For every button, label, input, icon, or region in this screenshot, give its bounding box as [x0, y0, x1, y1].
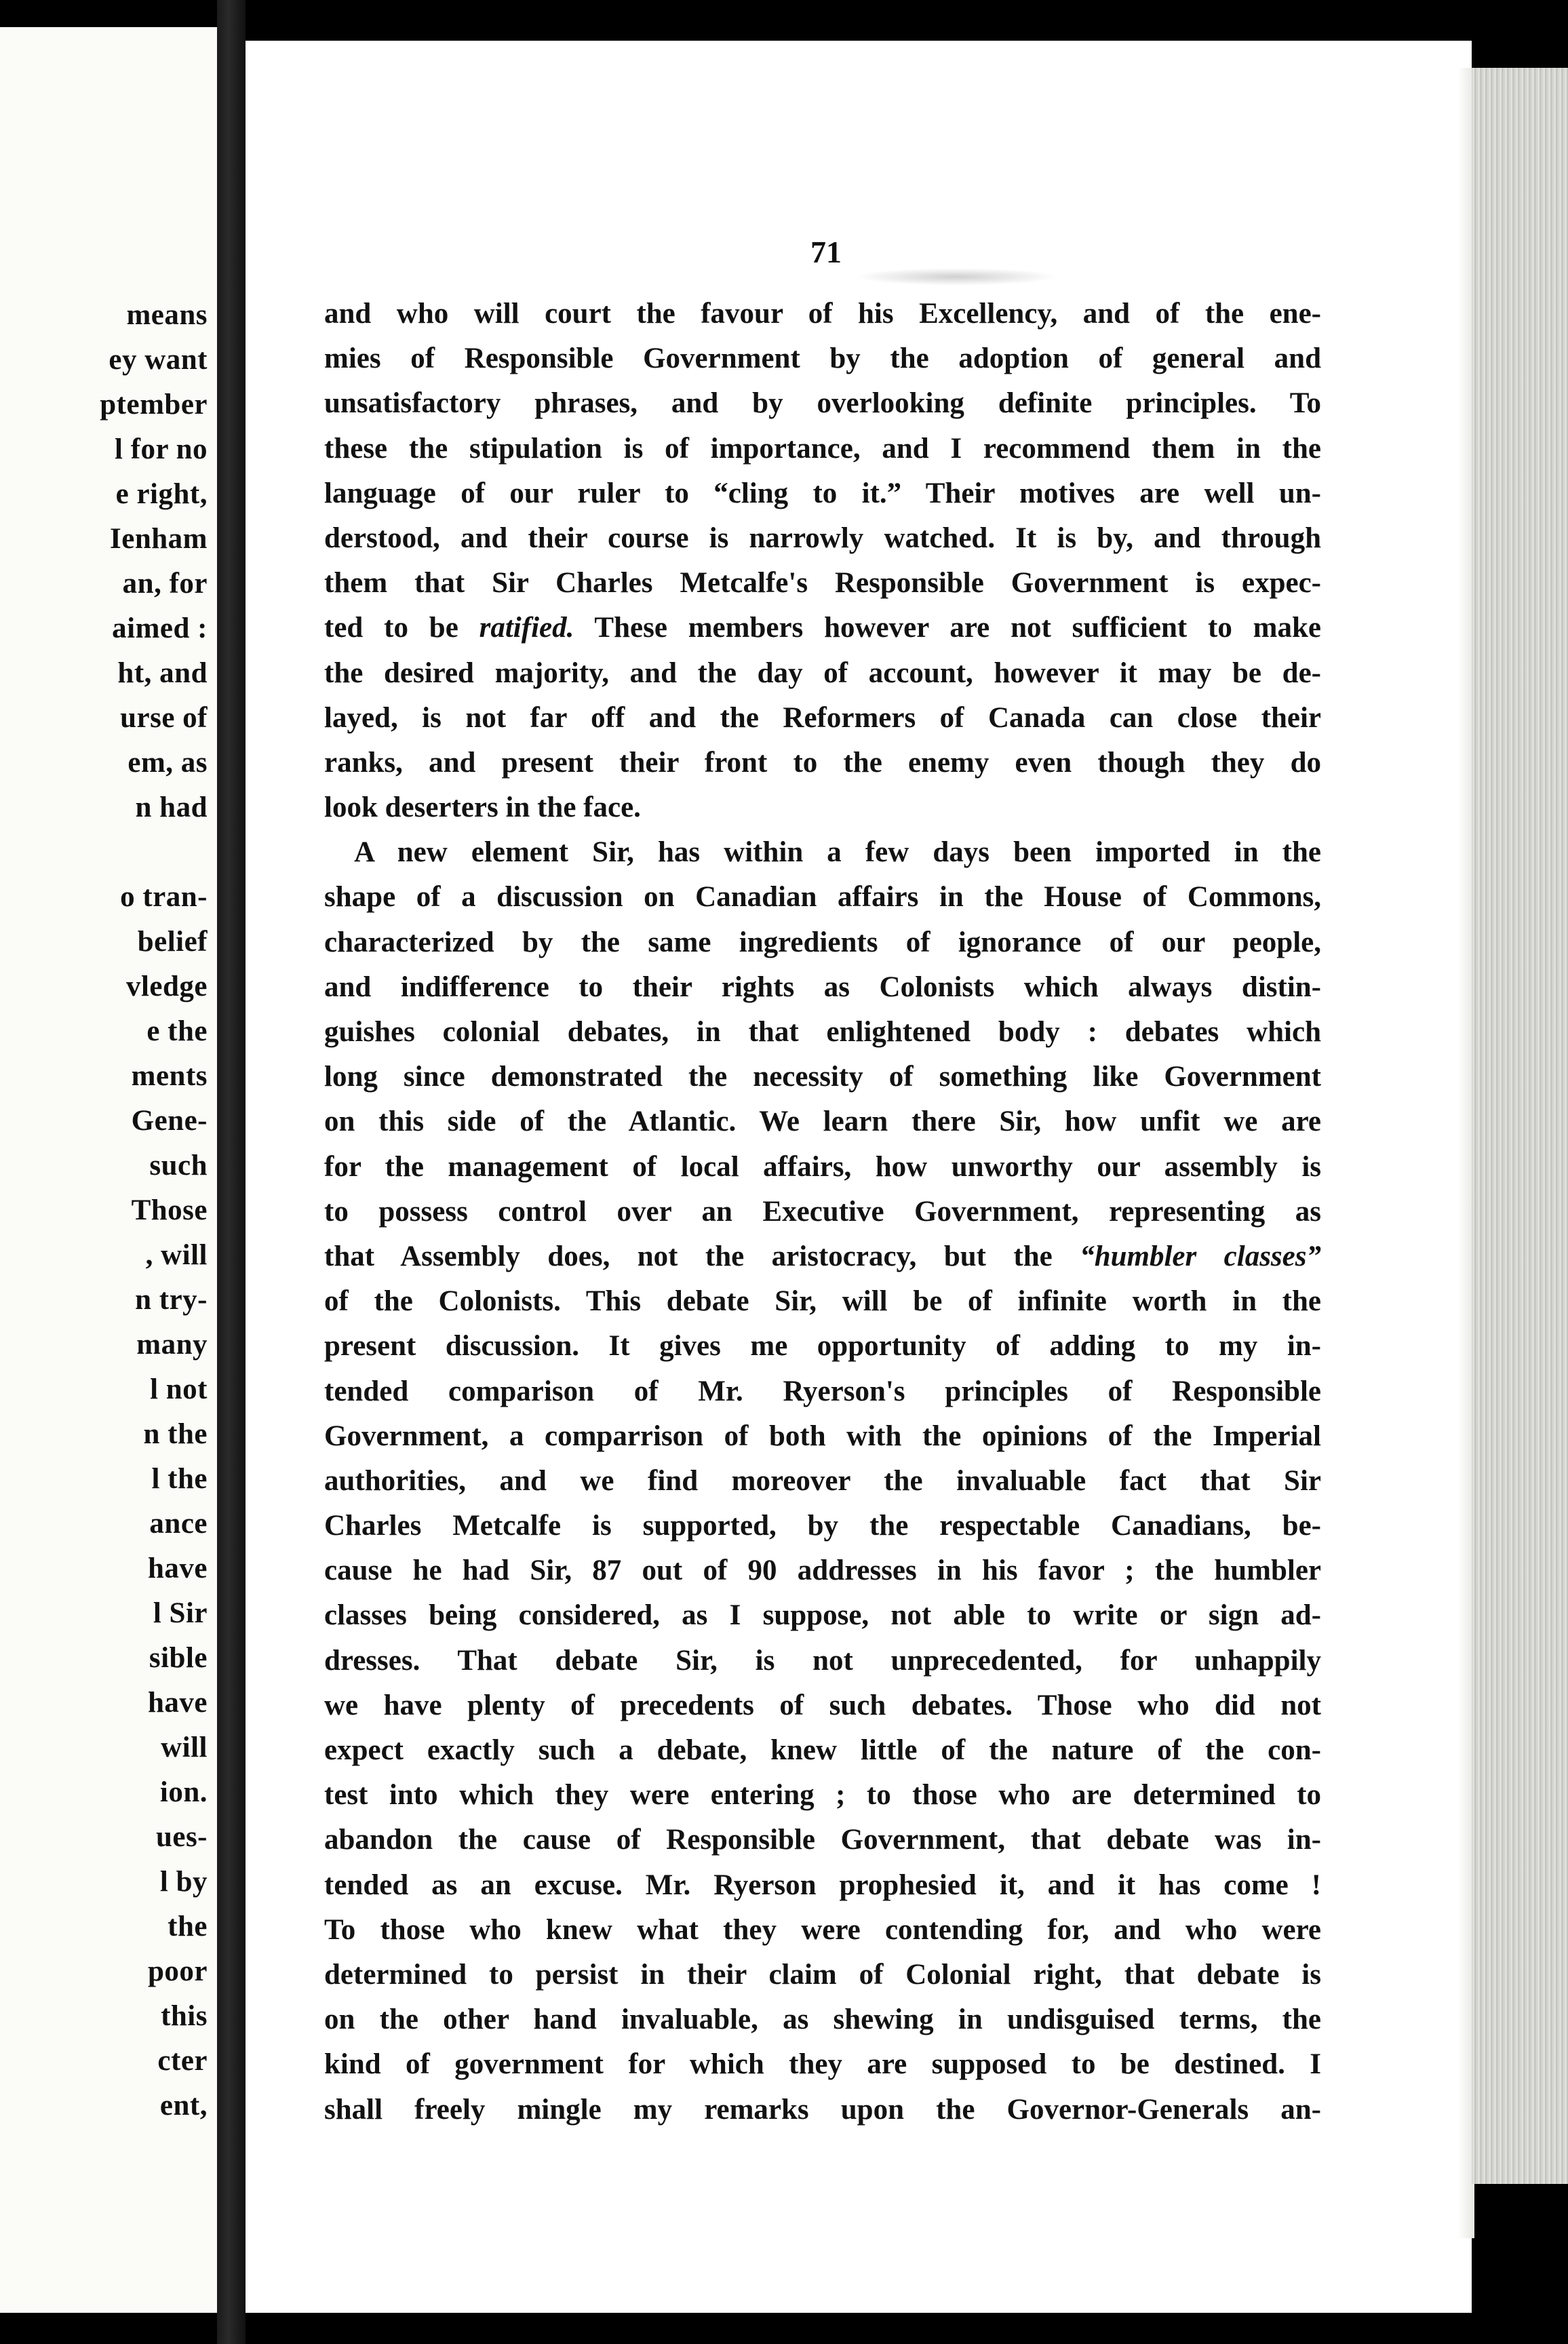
left-line: cter [157, 2045, 208, 2077]
text-line: ranks, and present their front to the enemy even though they do [324, 746, 1321, 779]
left-line: have [148, 1687, 208, 1719]
text-line: them that Sir Charles Metcalfe's Responsible Government is expec- [324, 567, 1321, 600]
left-line: l by [159, 1866, 208, 1898]
text-line: and who will court the favour of his Excellency, and of the ene- [324, 298, 1321, 330]
left-line: aimed : [112, 612, 208, 644]
text-line: A new element Sir, has within a few days been imported in the [354, 836, 1321, 869]
text-line: on this side of the Atlantic. We learn there Sir, how unfit we are [324, 1106, 1321, 1138]
italic-ratified: ratified. [479, 612, 574, 644]
text-line: mies of Responsible Government by the adoption of general and [324, 343, 1321, 375]
left-line: Gene- [131, 1105, 208, 1137]
left-line: l for no [115, 433, 208, 465]
text-line: look deserters in the face. [324, 792, 641, 824]
left-line: urse of [120, 702, 208, 734]
left-line: many [136, 1329, 208, 1361]
text-line: these the stipulation is of importance, and I recommend them in the [324, 432, 1321, 465]
page-number: 71 [810, 235, 842, 269]
left-line: l the [151, 1463, 208, 1495]
text-line: and indifference to their rights as Colonists which always distin- [324, 971, 1321, 1003]
text-line: unsatisfactory phrases, and by overlooking definite principles. To [324, 387, 1321, 420]
left-line: sible [149, 1642, 208, 1674]
text-line: guishes colonial debates, in that enlightened body : debates which [324, 1016, 1321, 1048]
text-line: expect exactly such a debate, knew little of the nature of the con- [324, 1734, 1321, 1766]
text-line: cause he had Sir, 87 out of 90 addresses in his favor ; the humbler [324, 1555, 1321, 1587]
left-line: e right, [115, 478, 208, 510]
book-gutter [217, 0, 246, 2344]
text-segment: that Assembly does, not the aristocracy, but the [324, 1240, 1053, 1272]
text-line: shape of a discussion on Canadian affairs in the House of Commons, [324, 881, 1321, 914]
text-line: Government, a comparrison of both with the opinions of the Imperial [324, 1420, 1321, 1452]
text-line: test into which they were entering ; to those who are determined to [324, 1779, 1321, 1812]
left-line: em, as [128, 747, 208, 779]
text-line: we have plenty of precedents of such debates. Those who did not [324, 1689, 1321, 1721]
left-line: o tran- [120, 881, 208, 913]
text-line: for the management of local affairs, how unworthy our assembly is [324, 1150, 1321, 1183]
text-line: layed, is not far off and the Reformers of Canada can close their [324, 701, 1321, 734]
left-line: e the [146, 1015, 208, 1047]
previous-page-fragment [0, 27, 217, 2313]
ink-smudge [855, 268, 1058, 286]
page-stack-edge [1472, 68, 1568, 2184]
left-line: belief [137, 926, 208, 958]
page-body-text [324, 292, 1321, 2132]
text-line: kind of government for which they are supposed to be destined. I [324, 2048, 1321, 2081]
left-line: l not [150, 1373, 208, 1405]
left-line: ptember [100, 389, 208, 421]
left-line: poor [148, 1955, 208, 1987]
text-line: of the Colonists. This debate Sir, will be of infinite worth in the [324, 1285, 1321, 1318]
text-line [324, 1234, 1321, 1279]
text-line: derstood, and their course is narrowly watched. It is by, and through [324, 522, 1321, 554]
text-line: tended as an excuse. Mr. Ryerson prophesied it, and it has come ! [324, 1869, 1321, 1901]
text-line: abandon the cause of Responsible Government, that debate was in- [324, 1824, 1321, 1856]
left-line: ent, [159, 2090, 208, 2122]
text-line: to possess control over an Executive Government, representing as [324, 1195, 1321, 1228]
text-line: characterized by the same ingredients of ignorance of our people, [324, 926, 1321, 958]
left-line: ments [131, 1060, 208, 1092]
text-line: To those who knew what they were contending for, and who were [324, 1913, 1321, 1946]
left-line: n had [135, 792, 208, 823]
text-line: authorities, and we find moreover the invaluable fact that Sir [324, 1464, 1321, 1497]
left-line: such [149, 1150, 208, 1181]
text-line: present discussion. It gives me opportunity of adding to my in- [324, 1330, 1321, 1363]
left-line: ues- [155, 1821, 208, 1853]
text-line: Charles Metcalfe is supported, by the respectable Canadians, be- [324, 1510, 1321, 1542]
left-line: ey want [109, 344, 208, 376]
left-line: l Sir [153, 1597, 208, 1629]
text-line: tended comparison of Mr. Ryerson's principles of Responsible [324, 1375, 1321, 1407]
text-line: determined to persist in their claim of Colonial right, that debate is [324, 1958, 1321, 1991]
text-line: language of our ruler to “cling to it.” Their motives are well un- [324, 477, 1321, 509]
left-line: n the [143, 1418, 208, 1450]
left-line: an, for [122, 568, 208, 600]
text-line: long since demonstrated the necessity of something like Government [324, 1061, 1321, 1093]
left-line: ion. [159, 1776, 208, 1808]
text-line: classes being considered, as I suppose, not able to write or sign ad- [324, 1599, 1321, 1632]
left-line: the [168, 1911, 208, 1942]
left-line: have [148, 1552, 208, 1584]
left-line: ance [149, 1508, 208, 1540]
left-line: will [161, 1732, 208, 1763]
left-line: Ienham [110, 523, 208, 555]
italic-humbler-classes: “humbler classes” [1080, 1240, 1321, 1272]
text-line: dresses. That debate Sir, is not unprecedented, for unhappily [324, 1644, 1321, 1677]
text-line: the desired majority, and the day of account, however it may be de- [324, 657, 1321, 689]
text-line [324, 606, 1321, 650]
text-segment: These members however are not sufficient to make [594, 612, 1322, 644]
text-segment: ted to be [324, 612, 458, 644]
left-line: , will [145, 1239, 208, 1271]
left-line: n try- [135, 1284, 208, 1316]
left-line: means [126, 299, 208, 331]
left-line: Those [131, 1194, 208, 1226]
left-line: ht, and [117, 657, 208, 689]
text-line: shall freely mingle my remarks upon the Governor-Generals an- [324, 2093, 1321, 2126]
left-line: vledge [125, 971, 208, 1002]
text-line: on the other hand invaluable, as shewing in undisguised terms, the [324, 2004, 1321, 2036]
left-line: this [161, 2000, 208, 2032]
